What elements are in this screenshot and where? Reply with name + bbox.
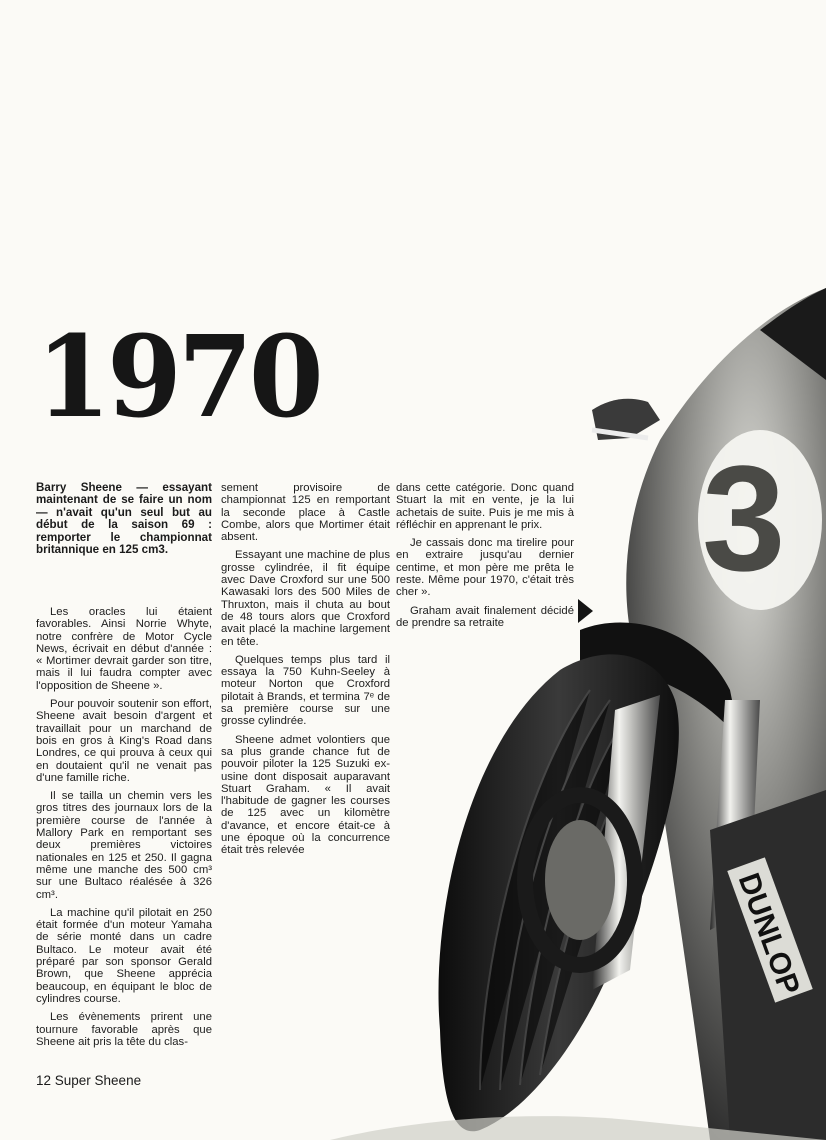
race-number: 3 — [702, 434, 786, 602]
body-paragraph: Graham avait finalement décidé de prendre sa retraite — [396, 604, 574, 629]
continue-arrow-icon — [578, 599, 593, 623]
body-paragraph: Essayant une machine de plus grosse cylindrée, il fit équipe avec Dave Croxford sur une 500 Kawasaki lors des 500 Miles de Thruxton, mais il chuta au bout de 48 tours alors que Croxford avait placé la machine largement en tête. — [221, 549, 390, 648]
body-paragraph: Il se tailla un chemin vers les gros titres des journaux lors de la première course de l'année à Mallory Park en remportant ses deux premières victoires nationales en 125 et 250. Il gagna même une manche des 500 cm³ sur une Bultaco réalésée à 326 cm³. — [36, 790, 212, 901]
body-column-3 — [396, 482, 574, 635]
sponsor-logo: DUNLOP — [731, 868, 806, 1000]
body-paragraph: Pour pouvoir soutenir son effort, Sheene avait besoin d'argent et travaillait pour un marchand de bois en gros à King's Road dans Londres, ce qui prouva à ceux qui en doutaient qu'il ne venait pas d'une famille riche. — [36, 698, 212, 784]
body-paragraph: Les oracles lui étaient favorables. Ainsi Norrie Whyte, notre confrère de Motor Cycle News, écrivait en début d'année : « Mortimer devrait garder son titre, mais il lui faudra compter avec l'opposition de Sheene ». — [36, 606, 212, 692]
body-column-2 — [221, 482, 390, 863]
motorcycle-photo — [330, 270, 826, 1140]
page-footer: 12 Super Sheene — [36, 1073, 142, 1088]
body-paragraph: Je cassais donc ma tirelire pour en extraire jusqu'au dernier centime, et mon père me prêta le reste. Même pour 1970, c'était très cher ». — [396, 537, 574, 599]
body-paragraph: La machine qu'il pilotait en 250 était formée d'un moteur Yamaha de série monté dans un cadre Bultaco. Le moteur avait été préparé par son sponsor Gerald Brown, que Sheene apprécia beaucoup, en équipant le bloc de cylindres course. — [36, 906, 212, 1005]
body-column-1 — [36, 606, 212, 1054]
lead-paragraph: Barry Sheene — essayant maintenant de se faire un nom — n'avait qu'un seul but au début de la saison 69 : remporter le championnat britannique en 125 cm3. — [36, 481, 212, 557]
body-paragraph: dans cette catégorie. Donc quand Stuart la mit en vente, je la lui achetais de suite. Puis je me mis à réfléchir en apprenant le prix. — [396, 482, 574, 531]
body-paragraph: Les évènements prirent une tournure favorable après que Sheene ait pris la tête du clas- — [36, 1011, 212, 1048]
body-paragraph: sement provisoire de championnat 125 en remportant la seconde place à Castle Combe, alors que Mortimer était absent. — [221, 482, 390, 544]
headline-year: 1970 — [36, 312, 320, 443]
body-paragraph: Quelques temps plus tard il essaya la 750 Kuhn-Seeley à moteur Norton que Croxford pilotait à Brands, et termina 7ᵉ de sa première course sur une grosse cylindrée. — [221, 653, 390, 728]
body-paragraph: Sheene admet volontiers que sa plus grande chance fut de pouvoir piloter la 125 Suzuki ex-usine dont disposait auparavant Stuart Graham. « Il avait l'habitude de gagner les courses de 125 avec un kilomètre d'avance, et encore était-ce à une époque où la concurrence était très relevée — [221, 733, 390, 857]
